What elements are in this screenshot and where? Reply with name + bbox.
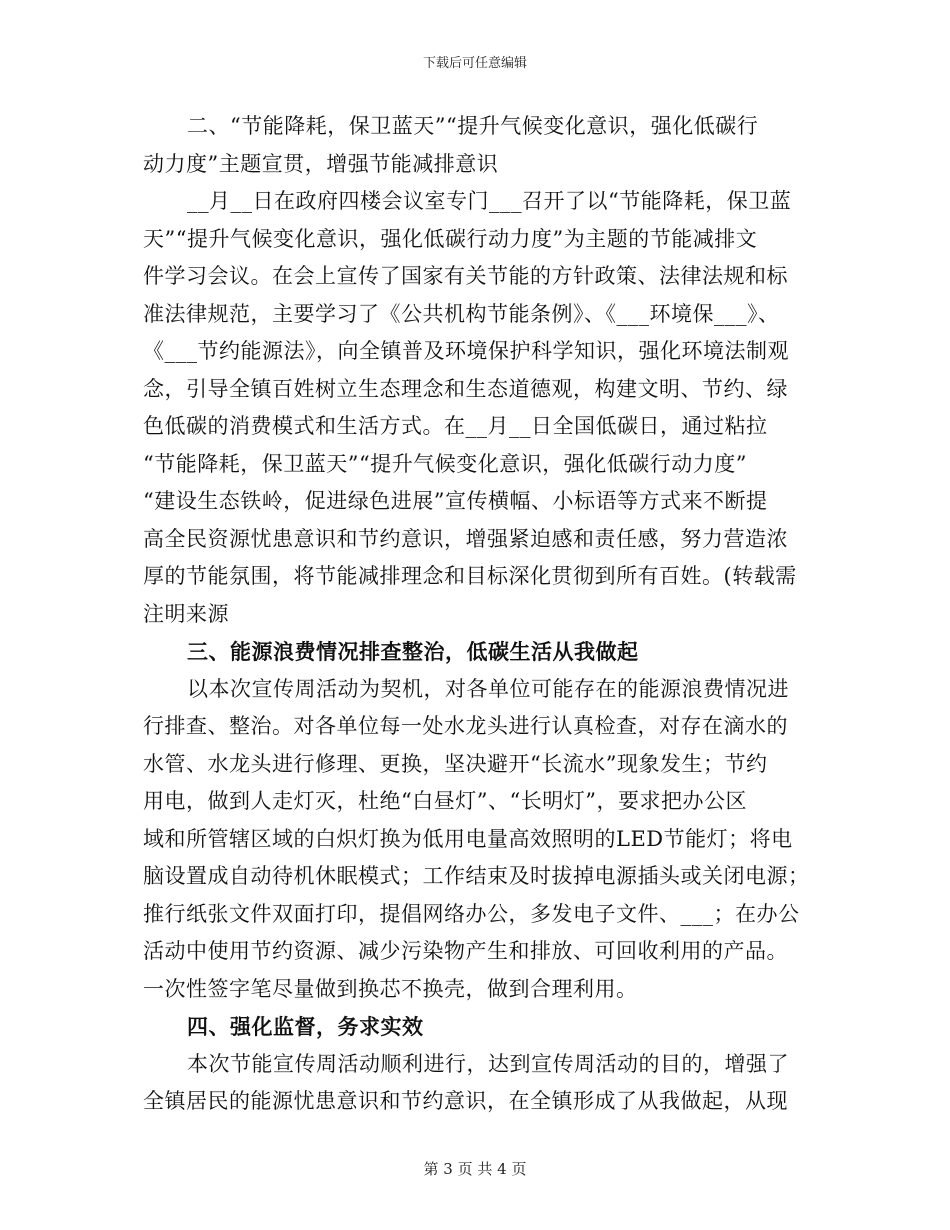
paragraph-line: 《___节约能源法》，向全镇普及环境保护科学知识，强化环境法制观 (143, 339, 789, 363)
paragraph-line: 厚的节能氛围，将节能减排理念和目标深化贯彻到所有百姓。(转载需 (143, 564, 797, 588)
paragraph-line: 本次节能宣传周活动顺利进行，达到宣传周活动的目的，增强了 (187, 1051, 789, 1076)
paragraph-line: __月__日在政府四楼会议室专门___召开了以“节能降耗，保卫蓝 (187, 189, 792, 213)
document-body (143, 108, 811, 1121)
paragraph-line: 水管、水龙头进行修理、更换，坚决避开“长流水”现象发生；节约 (143, 751, 768, 776)
paragraph-line: “建设生态铁岭，促进绿色进展”宣传横幅、小标语等方式来不断提 (143, 489, 768, 513)
page-footer: 第 3 页 共 4 页 (423, 1160, 527, 1178)
paragraph-line: 念，引导全镇百姓树立生态理念和生态道德观，构建文明、节约、绿 (143, 376, 788, 401)
paragraph-line: 件学习会议。在会上宣传了国家有关节能的方针政策、法律法规和标 (143, 264, 788, 288)
paragraph-line: 用电，做到人走灯灭，杜绝“白昼灯”、“长明灯”，要求把办公区 (143, 789, 747, 813)
page-header: 下载后可任意编辑 (422, 56, 527, 71)
paragraph-line: 行排查、整治。对各单位每一处水龙头进行认真检查，对存在滴水的 (143, 714, 788, 738)
paragraph-line: 脑设置成自动待机休眠模式；工作结束及时拔掉电源插头或关闭电源； (143, 864, 810, 888)
paragraph-line: “节能降耗，保卫蓝天”“提升气候变化意识，强化低碳行动力度” (143, 451, 747, 476)
section-heading-4: 四、强化监督，务求实效 (187, 1014, 424, 1039)
section-heading-3: 三、能源浪费情况排查整治，低碳生活从我做起 (187, 639, 639, 664)
paragraph-line: 准法律规范，主要学习了《公共机构节能条例》、《___环境保___》、 (143, 301, 780, 326)
paragraph-line: 活动中使用节约资源、减少污染物产生和排放、可回收利用的产品。 (143, 939, 788, 963)
paragraph-line: 色低碳的消费模式和生活方式。在__月__日全国低碳日，通过粘拉 (143, 414, 768, 438)
paragraph-line: 高全民资源忧患意识和节约意识，增强紧迫感和责任感，努力营造浓 (143, 526, 788, 551)
paragraph-line: 域和所管辖区域的白炽灯换为低用电量高效照明的LED节能灯；将电 (143, 826, 793, 851)
paragraph-line: 一次性签字笔尽量做到换芯不换壳，做到合理利用。 (143, 976, 638, 1001)
paragraph-line: 注明来源 (143, 601, 229, 626)
paragraph-line: 天”“提升气候变化意识，强化低碳行动力度”为主题的节能减排文 (143, 226, 758, 251)
section-heading-2-line-1: 二、“节能降耗，保卫蓝天”“提升气候变化意识，强化低碳行 (187, 114, 759, 138)
paragraph-line: 全镇居民的能源忧患意识和节约意识，在全镇形成了从我做起，从现 (143, 1089, 788, 1113)
section-heading-2-line-2: 动力度”主题宣贯，增强节能减排意识 (143, 151, 499, 176)
paragraph-line: 以本次宣传周活动为契机，对各单位可能存在的能源浪费情况进 (187, 676, 789, 701)
paragraph-line: 推行纸张文件双面打印，提倡网络办公，多发电子文件、___；在办公 (143, 901, 800, 926)
